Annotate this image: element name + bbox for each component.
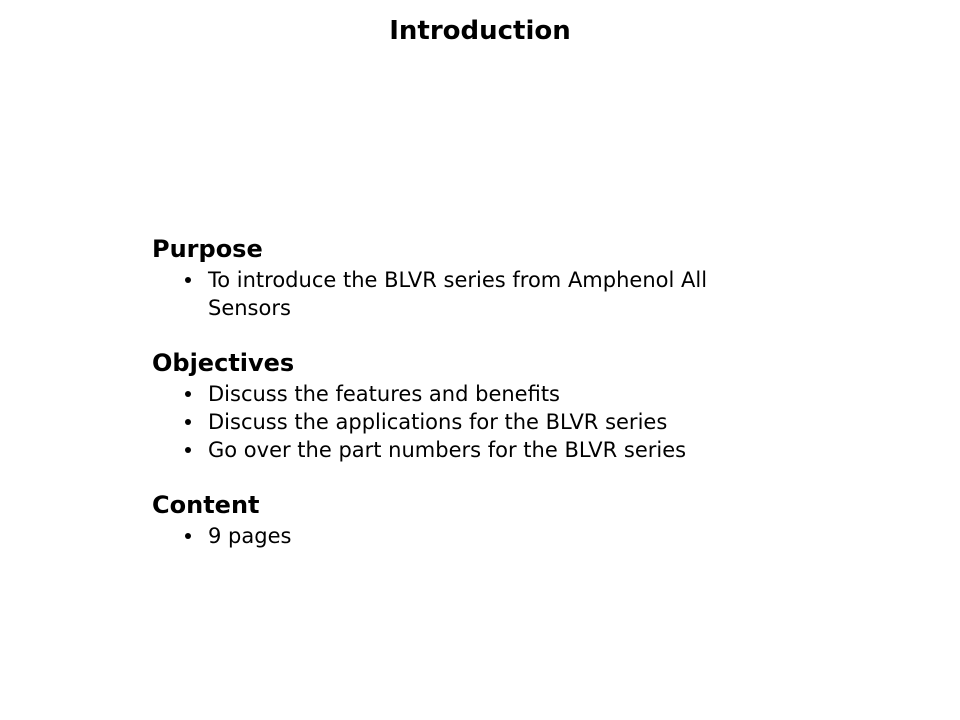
bullet-item <box>152 436 768 464</box>
section-heading-content: Content <box>152 491 260 519</box>
bullet-text: To introduce the BLVR series from Amphenol All Sensors <box>208 268 708 320</box>
bullet-text: Discuss the features and benefits <box>208 382 560 406</box>
bullet-text: 9 pages <box>208 524 292 548</box>
bullet-item <box>152 266 768 322</box>
bullet-icon <box>185 419 191 425</box>
bullet-icon <box>185 533 191 539</box>
bullet-list-objectives <box>152 380 768 464</box>
bullet-text: Go over the part numbers for the BLVR series <box>208 438 687 462</box>
bullet-text: Discuss the applications for the BLVR series <box>208 410 668 434</box>
bullet-icon <box>185 447 191 453</box>
bullet-item <box>152 408 768 436</box>
bullet-item <box>152 380 768 408</box>
slide-body <box>152 233 768 550</box>
bullet-icon <box>185 277 191 283</box>
bullet-list-content <box>152 522 768 550</box>
section-content <box>152 489 768 550</box>
slide-title: Introduction <box>389 16 571 46</box>
bullet-item <box>152 522 768 550</box>
section-objectives <box>152 347 768 464</box>
section-heading-objectives: Objectives <box>152 349 295 377</box>
bullet-list-purpose <box>152 266 768 322</box>
section-heading-purpose: Purpose <box>152 235 263 263</box>
section-purpose <box>152 233 768 322</box>
bullet-icon <box>185 391 191 397</box>
